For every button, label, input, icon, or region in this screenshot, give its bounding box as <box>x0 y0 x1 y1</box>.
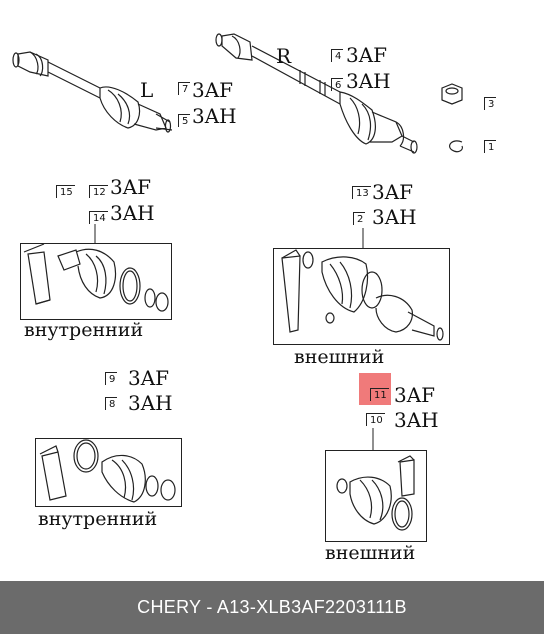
kit-b-caption: внешний <box>294 346 385 368</box>
kit-c-num-top: 9 <box>105 372 117 385</box>
kit-c-code-bot: 3AH <box>128 391 173 415</box>
kit-b-code-top: 3AF <box>372 180 414 204</box>
left-shaft-code-bot: 3AH <box>192 104 237 128</box>
kit-b-num-top: 13 <box>352 186 371 199</box>
kit-c-num-bot: 8 <box>105 397 117 410</box>
kit-b-num-bot: 2 <box>353 212 365 225</box>
part-number-caption: CHERY - A13-XLB3AF2203111B <box>137 597 407 617</box>
kit-c-caption: внутренний <box>38 508 158 530</box>
footer-bar <box>0 581 544 634</box>
kit-a-frame <box>20 243 172 320</box>
hub-nut <box>442 84 462 104</box>
kit-d-frame <box>325 450 427 542</box>
kit-a-num-a: 15 <box>56 185 75 198</box>
kit-d-caption: внешний <box>325 542 416 564</box>
right-shaft-num-top: 4 <box>331 49 343 62</box>
kit-a-code-bot: 3AH <box>110 201 155 225</box>
kit-c-frame <box>35 438 182 507</box>
left-shaft-code-top: 3AF <box>192 78 234 102</box>
left-side-letter: L <box>140 78 154 102</box>
kit-c-code-top: 3AF <box>128 366 170 390</box>
kit-a-caption: внутренний <box>24 319 144 341</box>
left-shaft-num-bot: 5 <box>178 114 190 127</box>
kit-d-num-bot: 10 <box>366 413 385 426</box>
kit-a-code-top: 3AF <box>110 175 152 199</box>
right-side-letter: R <box>276 44 292 68</box>
left-shaft-num-top: 7 <box>178 82 190 95</box>
kit-a-num-b: 12 <box>89 185 108 198</box>
kit-d-code-top: 3AF <box>394 383 436 407</box>
kit-b-frame <box>273 248 450 345</box>
right-shaft-code-bot: 3AH <box>346 69 391 93</box>
right-shaft-num-bot: 6 <box>331 78 343 91</box>
nut-num: 3 <box>484 97 496 110</box>
kit-d-code-bot: 3AH <box>394 408 439 432</box>
clip-num: 1 <box>484 140 496 153</box>
circlip <box>450 141 463 152</box>
right-shaft-code-top: 3AF <box>346 43 388 67</box>
kit-b-code-bot: 3AH <box>372 205 417 229</box>
kit-a-num-c: 14 <box>89 211 108 224</box>
kit-d-num-top: 11 <box>370 388 389 401</box>
